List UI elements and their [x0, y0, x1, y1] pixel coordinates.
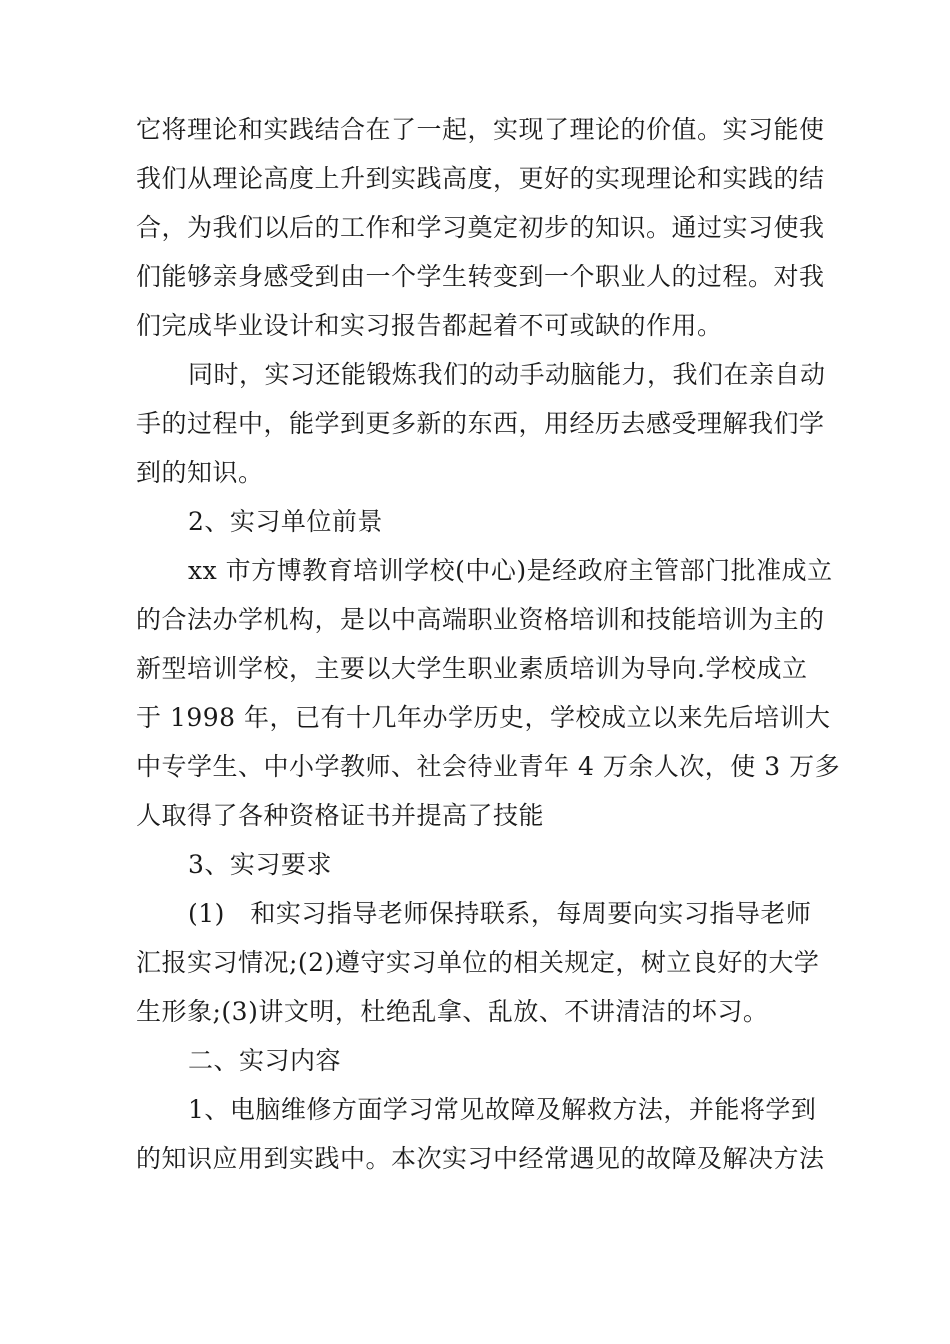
section-heading-2: 2、实习单位前景 — [188, 507, 383, 536]
text-line-12: 新型培训学校，主要以大学生职业素质培训为导向.学校成立 — [136, 654, 808, 683]
text-line-11: 的合法办学机构，是以中高端职业资格培训和技能培训为主的 — [136, 605, 825, 634]
section-heading-two: 二、实习内容 — [188, 1046, 342, 1075]
text-line-10: xx 市方博教育培训学校(中心)是经政府主管部门批准成立 — [188, 556, 833, 585]
text-line-2: 我们从理论高度上升到实践高度，更好的实现理论和实践的结 — [136, 164, 825, 193]
text-line-5: 们完成毕业设计和实习报告都起着不可或缺的作用。 — [136, 311, 723, 340]
section-heading-3: 3、实习要求 — [188, 850, 332, 879]
text-line-1: 它将理论和实践结合在了一起，实现了理论的价值。实习能使 — [136, 115, 825, 144]
text-line-21: 1、电脑维修方面学习常见故障及解救方法，并能将学到 — [188, 1095, 817, 1124]
body-text — [136, 105, 841, 1183]
text-line-22: 的知识应用到实践中。本次实习中经常遇见的故障及解决方法 — [136, 1144, 825, 1173]
text-line-18: 汇报实习情况;(2)遵守实习单位的相关规定，树立良好的大学 — [136, 948, 820, 977]
text-line-3: 合，为我们以后的工作和学习奠定初步的知识。通过实习使我 — [136, 213, 825, 242]
text-line-19: 生形象;(3)讲文明，杜绝乱拿、乱放、不讲清洁的坏习。 — [136, 997, 769, 1026]
text-line-4: 们能够亲身感受到由一个学生转变到一个职业人的过程。对我 — [136, 262, 825, 291]
text-line-13: 于 1998 年，已有十几年办学历史，学校成立以来先后培训大 — [136, 703, 831, 732]
text-line-17: (1) 和实习指导老师保持联系，每周要向实习指导老师 — [188, 899, 812, 928]
text-line-6: 同时，实习还能锻炼我们的动手动脑能力，我们在亲自动 — [188, 360, 826, 389]
text-line-15: 人取得了各种资格证书并提高了技能 — [136, 801, 545, 830]
text-line-8: 到的知识。 — [136, 458, 264, 487]
text-line-14: 中专学生、中小学教师、社会待业青年 4 万余人次，使 3 万多 — [136, 752, 841, 781]
text-line-7: 手的过程中，能学到更多新的东西，用经历去感受理解我们学 — [136, 409, 825, 438]
